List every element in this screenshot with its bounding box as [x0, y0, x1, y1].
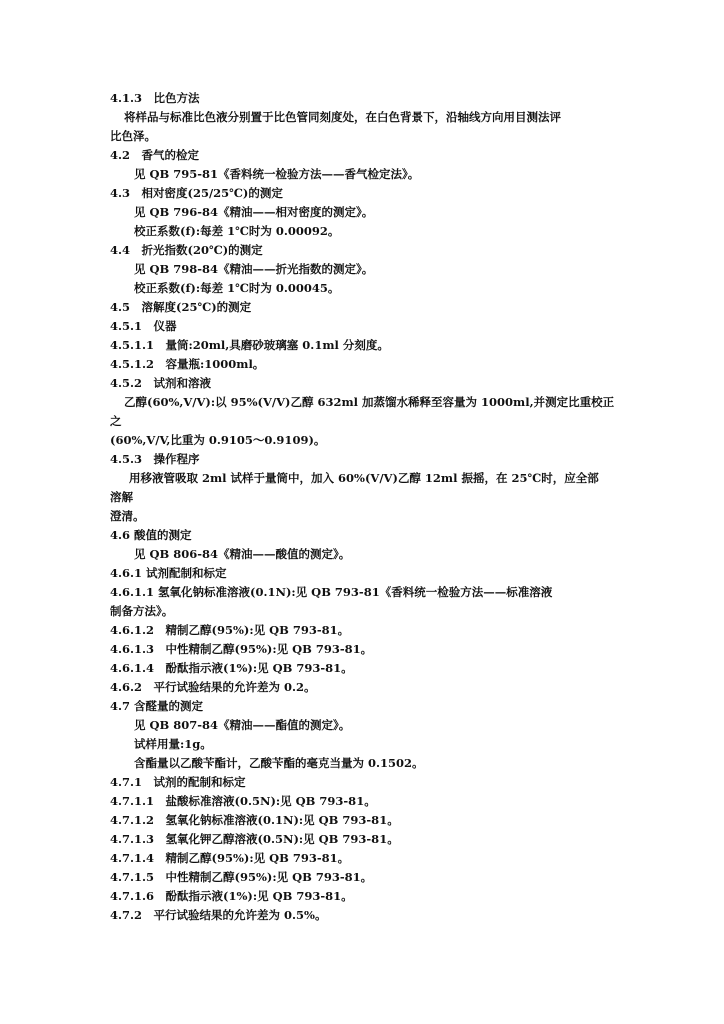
- text-line: 4.6.1 试剂配制和标定: [110, 566, 227, 580]
- text-line: 用移液管吸取 2ml 试样于量筒中，加入 60%(V/V)乙醇 12ml 振摇，在 25℃时，应全部: [129, 471, 599, 485]
- text-line: 见 QB 795-81《香料统一检验方法——香气检定法》。: [134, 167, 420, 181]
- text-line: 见 QB 798-84《精油——折光指数的测定》。: [134, 262, 374, 276]
- text-line: 将样品与标准比色液分别置于比色管同刻度处，在白色背景下，沿轴线方向用目测法评: [124, 110, 561, 124]
- text-line: 制备方法》。: [110, 604, 174, 618]
- text-line: 4.7.2 平行试验结果的允许差为 0.5%。: [110, 908, 327, 922]
- text-line: 4.7.1.3 氢氧化钾乙醇溶液(0.5N):见 QB 793-81。: [110, 832, 399, 846]
- text-line: 4.7.1.2 氢氧化钠标准溶液(0.1N):见 QB 793-81。: [110, 813, 399, 827]
- text-line: 4.7.1.1 盐酸标准溶液(0.5N):见 QB 793-81。: [110, 794, 376, 808]
- text-line: 4.2 香气的检定: [110, 148, 200, 162]
- text-line: 4.6.1.2 精制乙醇(95%):见 QB 793-81。: [110, 623, 350, 637]
- text-line: 4.7.1 试剂的配制和标定: [110, 775, 246, 789]
- text-line: 4.4 折光指数(20℃)的测定: [110, 243, 263, 257]
- text-line: 见 QB 796-84《精油——相对密度的测定》。: [134, 205, 374, 219]
- text-line: 乙醇(60%,V/V):以 95%(V/V)乙醇 632ml 加蒸馏水稀释至容量为 1000ml,并测定比重校正: [124, 395, 615, 409]
- text-line: 4.7 含醛量的测定: [110, 699, 204, 713]
- text-line: 溶解: [110, 490, 133, 504]
- text-line: 见 QB 807-84《精油——酯值的测定》。: [134, 718, 351, 732]
- text-line: 4.5.1 仪器: [110, 319, 177, 333]
- text-line: 比色泽。: [110, 129, 156, 143]
- text-line: 4.5.2 试剂和溶液: [110, 376, 212, 390]
- text-line: 4.6.1.1 氢氧化钠标准溶液(0.1N):见 QB 793-81《香料统一检验方法——标准溶液: [110, 585, 553, 599]
- text-line: 4.7.1.6 酚酞指示液(1%):见 QB 793-81。: [110, 889, 353, 903]
- text-line: 4.6.1.4 酚酞指示液(1%):见 QB 793-81。: [110, 661, 353, 675]
- text-line: 含酯量以乙酸苄酯计，乙酸苄酯的毫克当量为 0.1502。: [134, 756, 424, 770]
- text-line: 校正系数(f):每差 1℃时为 0.00092。: [134, 224, 340, 238]
- text-line: 4.3 相对密度(25/25℃)的测定: [110, 186, 283, 200]
- text-line: (60%,V/V,比重为 0.9105～0.9109)。: [110, 433, 326, 447]
- text-line: 澄清。: [110, 509, 145, 523]
- text-line: 4.5.1.2 容量瓶:1000ml。: [110, 357, 265, 371]
- text-line: 之: [110, 414, 122, 428]
- text-line: 4.6 酸值的测定: [110, 528, 192, 542]
- text-line: 4.7.1.5 中性精制乙醇(95%):见 QB 793-81。: [110, 870, 373, 884]
- text-line: 试样用量:1g。: [134, 737, 212, 751]
- text-line: 4.7.1.4 精制乙醇(95%):见 QB 793-81。: [110, 851, 350, 865]
- document-body: [110, 89, 620, 925]
- text-line: 4.5.3 操作程序: [110, 452, 200, 466]
- text-line: 4.5.1.1 量筒:20ml,具磨砂玻璃塞 0.1ml 分刻度。: [110, 338, 389, 352]
- text-line: 校正系数(f):每差 1℃时为 0.00045。: [134, 281, 340, 295]
- text-line: 4.6.2 平行试验结果的允许差为 0.2。: [110, 680, 316, 694]
- text-line: 4.6.1.3 中性精制乙醇(95%):见 QB 793-81。: [110, 642, 373, 656]
- text-line: 4.5 溶解度(25℃)的测定: [110, 300, 252, 314]
- text-line: 见 QB 806-84《精油——酸值的测定》。: [134, 547, 351, 561]
- text-line: 4.1.3 比色方法: [110, 91, 200, 105]
